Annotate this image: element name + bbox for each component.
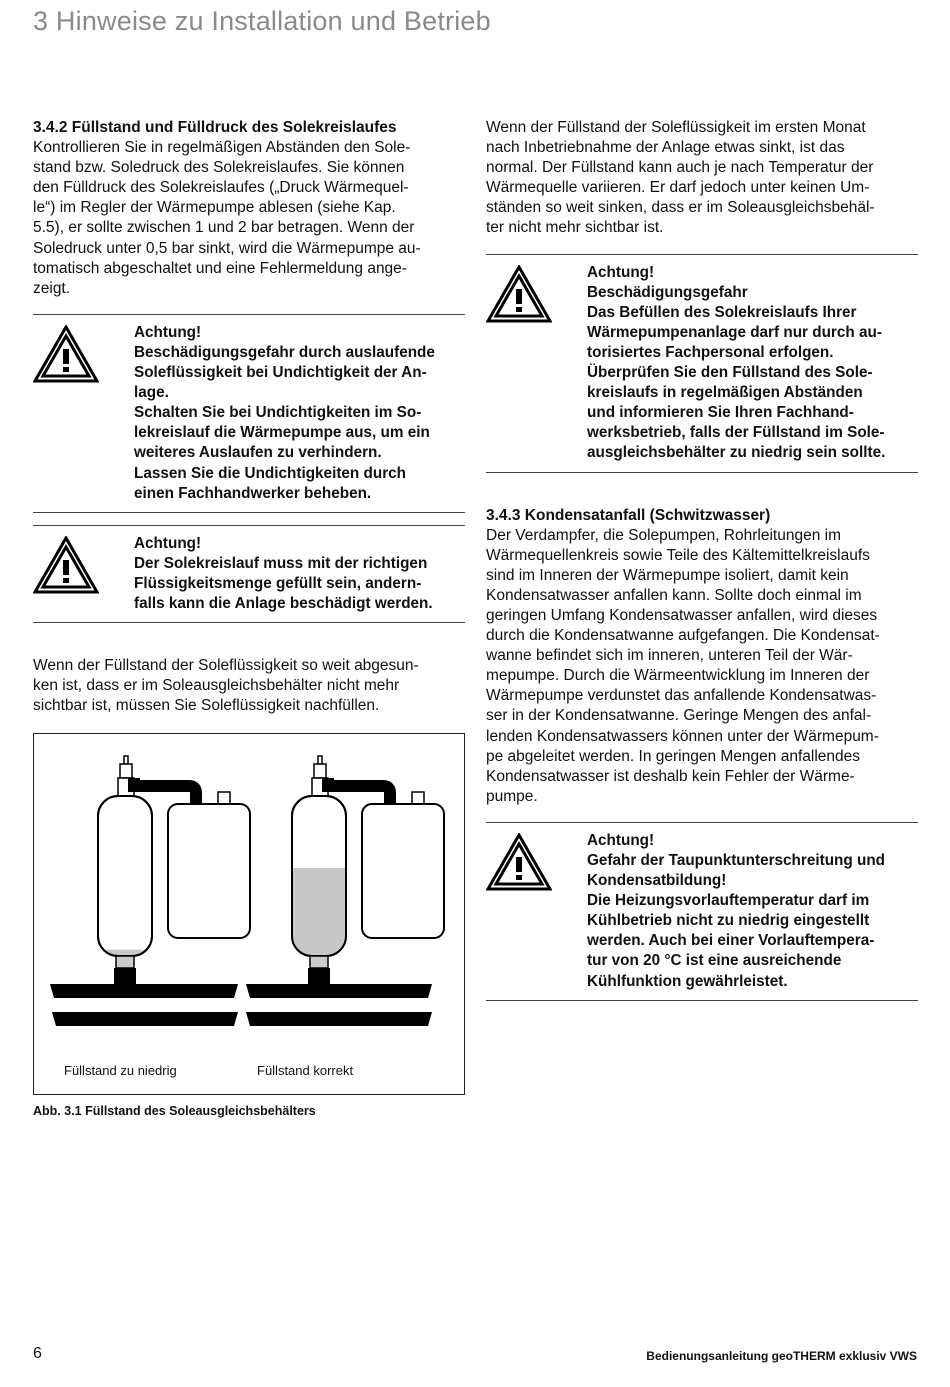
- figure-caption: Abb. 3.1 Füllstand des Soleausgleichsbehälters: [33, 1104, 316, 1119]
- warning-text-leak: Achtung! Beschädigungsgefahr durch auslaufende Soleflüssigkeit bei Undichtigkeit der An- lage. Schalten Sie bei Undichtigkeiten im So- lekreislauf die Wärmepumpe aus, um ein weiteres Auslaufen zu verhindern. Lassen Sie die Undichtigkeiten durch einen Fachhandwerker beheben.: [134, 323, 435, 502]
- intro-text: Wenn der Füllstand der Soleflüssigkeit im ersten Monat nach Inbetriebnahme der Anlage etwas sinkt, ist das normal. Der Füllstand kann auch je nach Temperatur der Wärmequelle variieren. Er darf jedoch unter keinen Um- ständen so weit sinken, dass er im Soleausgleichsbehäl- ter nicht mehr sichtbar ist.: [486, 119, 875, 237]
- right-column: [486, 118, 918, 1001]
- chapter-title: 3 Hinweise zu Installation und Betrieb: [33, 6, 491, 36]
- section-3-4-2-body: Kontrollieren Sie in regelmäßigen Abständen den Sole- stand bzw. Soledruck des Solekreislaufes. Sie können den Fülldruck des Solekreislaufes („Druck Wärmequel- le“) im Regler der Wärmepumpe ablesen (siehe Kap. 5.5), er sollte zwischen 1 und 2 bar betragen. Wenn der Soledruck unter 0,5 bar sinkt, wird die Wärmepumpe au- tomatisch abgeschaltet und eine Fehlermeldung ange- zeigt.: [33, 139, 421, 297]
- page-number: 6: [33, 1345, 42, 1362]
- warning-triangle-icon: [33, 325, 99, 383]
- footer-manual-title: Bedienungsanleitung geoTHERM exklusiv VWS: [646, 1349, 917, 1363]
- section-3-4-3-title: 3.4.3 Kondensatanfall (Schwitzwasser): [486, 506, 771, 524]
- label-fill-low: Füllstand zu niedrig: [64, 1063, 177, 1079]
- label-fill-correct: Füllstand korrekt: [257, 1063, 354, 1079]
- warning-box-leak: [33, 314, 465, 513]
- warning-triangle-icon: [33, 536, 99, 594]
- section-3-4-3-body: Der Verdampfer, die Solepumpen, Rohrleitungen im Wärmequellenkreis sowie Teile des Kältemittelkreislaufs sind im Inneren der Wärmepumpe isoliert, damit kein Kondensatwasser anfallen kann. Sollte doch einmal im geringen Umfang Kondensatwasser anfallen, wird dieses durch die Kondensatwanne aufgefangen. Die Kondensat- wanne befindet sich im inneren, unteren Teil der Wär- mepumpe. Durch die Wärmeentwicklung im Inneren der Wärmepumpe verdunstet das anfallende Kondensatwas- ser in der Kondensatwanne. Geringe Mengen des anfal- lenden Kondensatwassers können unter der Wärmepum- pe abgeleitet werden. In geringen Mengen anfallendes Kondensatwasser ist deshalb kein Fehler der Wärme- pumpe.: [486, 526, 880, 805]
- warning-triangle-icon: [486, 265, 552, 323]
- warning-triangle-icon: [486, 833, 552, 891]
- warning-box-fill-quantity: [33, 525, 465, 623]
- warning-text-fill-quantity: Achtung! Der Solekreislauf muss mit der richtigen Flüssigkeitsmenge gefüllt sein, andern- falls kann die Anlage beschädigt werden.: [134, 534, 433, 612]
- section-3-4-2-title: 3.4.2 Füllstand und Fülldruck des Solekreislaufes: [33, 119, 397, 136]
- figure-fill-level: [33, 733, 465, 1095]
- warning-box-damage: [486, 254, 918, 473]
- tank-group-low: [50, 756, 250, 1026]
- fluid-level-correct: [292, 868, 346, 956]
- warning-text-damage: Achtung! Beschädigungsgefahr Das Befüllen des Solekreislaufs Ihrer Wärmepumpenanlage darf nur durch au- torisiertes Fachpersonal erfolgen. Überprüfen Sie den Füllstand des Sole- kreislaufs in regelmäßigen Abständen und informieren Sie Ihren Fachhand- werksbetrieb, falls der Füllstand im Sole- ausgleichsbehälter zu niedrig sein sollte.: [587, 263, 886, 462]
- fill-level-illustration: [34, 734, 464, 1094]
- tank-group-correct: [246, 756, 444, 1026]
- left-column: [33, 118, 465, 1118]
- warning-box-dew-point: [486, 822, 918, 1001]
- warning-text-dew-point: Achtung! Gefahr der Taupunktunterschreitung und Kondensatbildung! Die Heizungsvorlauftemperatur darf im Kühlbetrieb nicht zu niedrig eingestellt werden. Auch bei einer Vorlauftempera- tur von 20 °C ist eine ausreichende Kühlfunktion gewährleistet.: [587, 831, 886, 990]
- refill-text: Wenn der Füllstand der Soleflüssigkeit so weit abgesun- ken ist, dass er im Soleausgleichsbehälter nicht mehr sichtbar ist, müssen Sie Soleflüssigkeit nachfüllen.: [33, 657, 419, 715]
